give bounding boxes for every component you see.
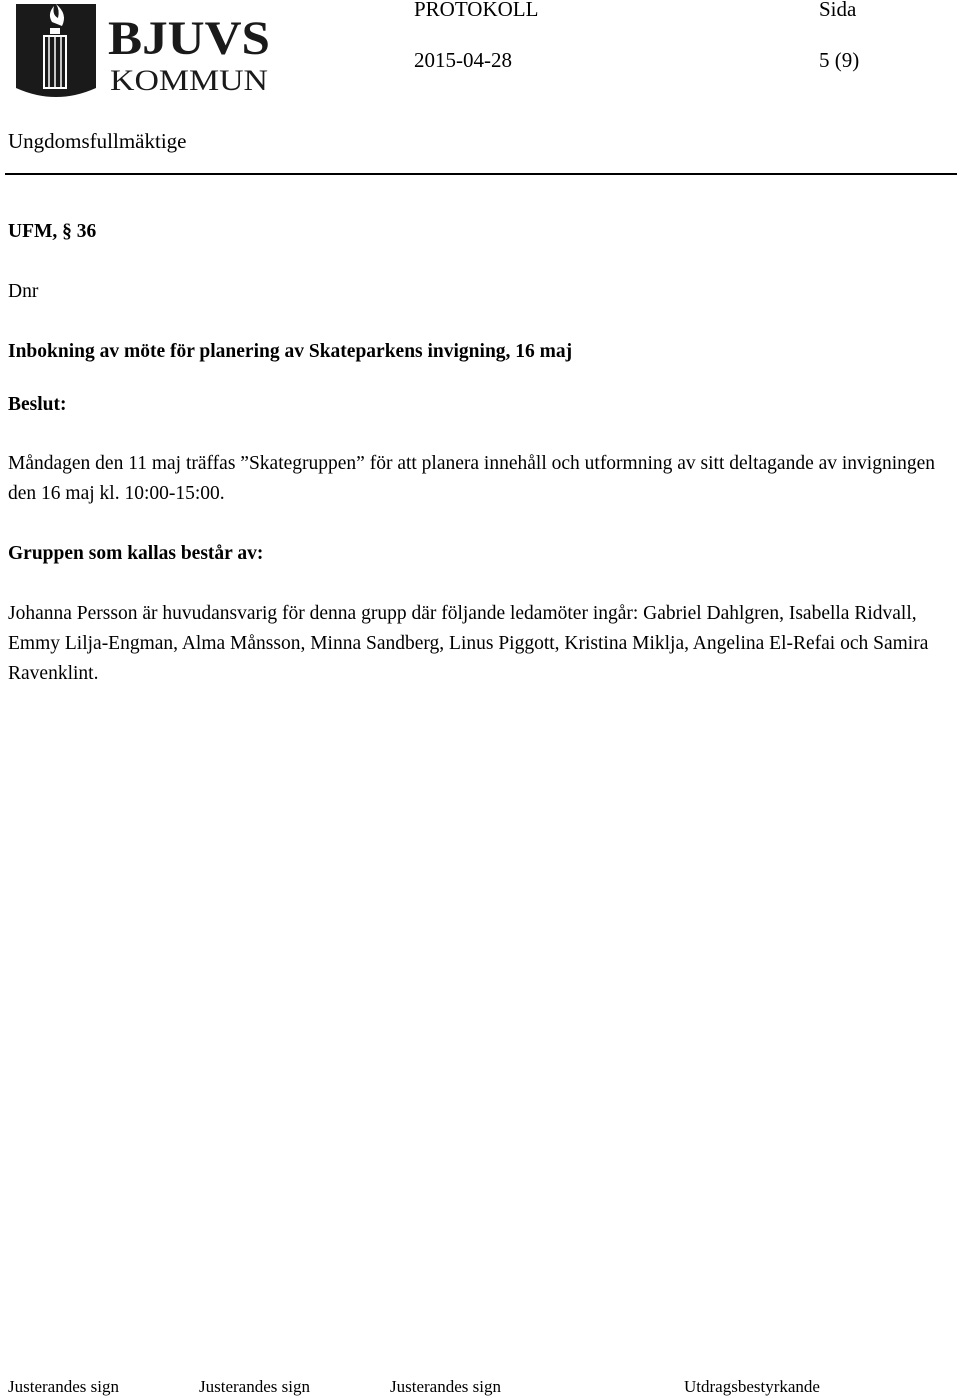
footer-extract: Utdragsbestyrkande	[684, 1377, 820, 1396]
municipality-logo	[14, 2, 274, 106]
page-number: 5 (9)	[819, 48, 860, 72]
document-type: PROTOKOLL	[414, 0, 539, 21]
logo-text-top: BJUVS	[108, 12, 270, 65]
organ-name: Ungdomsfullmäktige	[8, 129, 187, 153]
header-divider	[5, 173, 957, 175]
dnr-label: Dnr	[8, 281, 39, 302]
group-heading: Gruppen som kallas består av:	[8, 543, 264, 564]
page-label: Sida	[819, 0, 857, 21]
decision-label: Beslut:	[8, 394, 67, 415]
logo-text-bottom: KOMMUN	[110, 64, 268, 97]
footer-sign-2: Justerandes sign	[199, 1377, 310, 1396]
torch-emblem-icon	[16, 4, 96, 97]
section-id: UFM, § 36	[8, 221, 97, 242]
footer-sign-3: Justerandes sign	[390, 1377, 501, 1396]
footer-sign-1: Justerandes sign	[8, 1377, 119, 1396]
decision-text: Måndagen den 11 maj träffas ”Skategruppen” för att planera innehåll och utformning av sitt deltagande av invigningen den 16 maj kl. 10:00-15:00.	[8, 453, 936, 504]
section-heading: Inbokning av möte för planering av Skateparkens invigning, 16 maj	[8, 341, 573, 362]
group-text: Johanna Persson är huvudansvarig för denna grupp där följande ledamöter ingår: Gabriel Dahlgren, Isabella Ridvall, Emmy Lilja-Engman, Alma Månsson, Minna Sandberg, Linus Piggott, Kristina Miklja, Angelina El-Refai och Samira Ravenklint.	[8, 603, 929, 684]
meeting-date: 2015-04-28	[414, 48, 512, 72]
